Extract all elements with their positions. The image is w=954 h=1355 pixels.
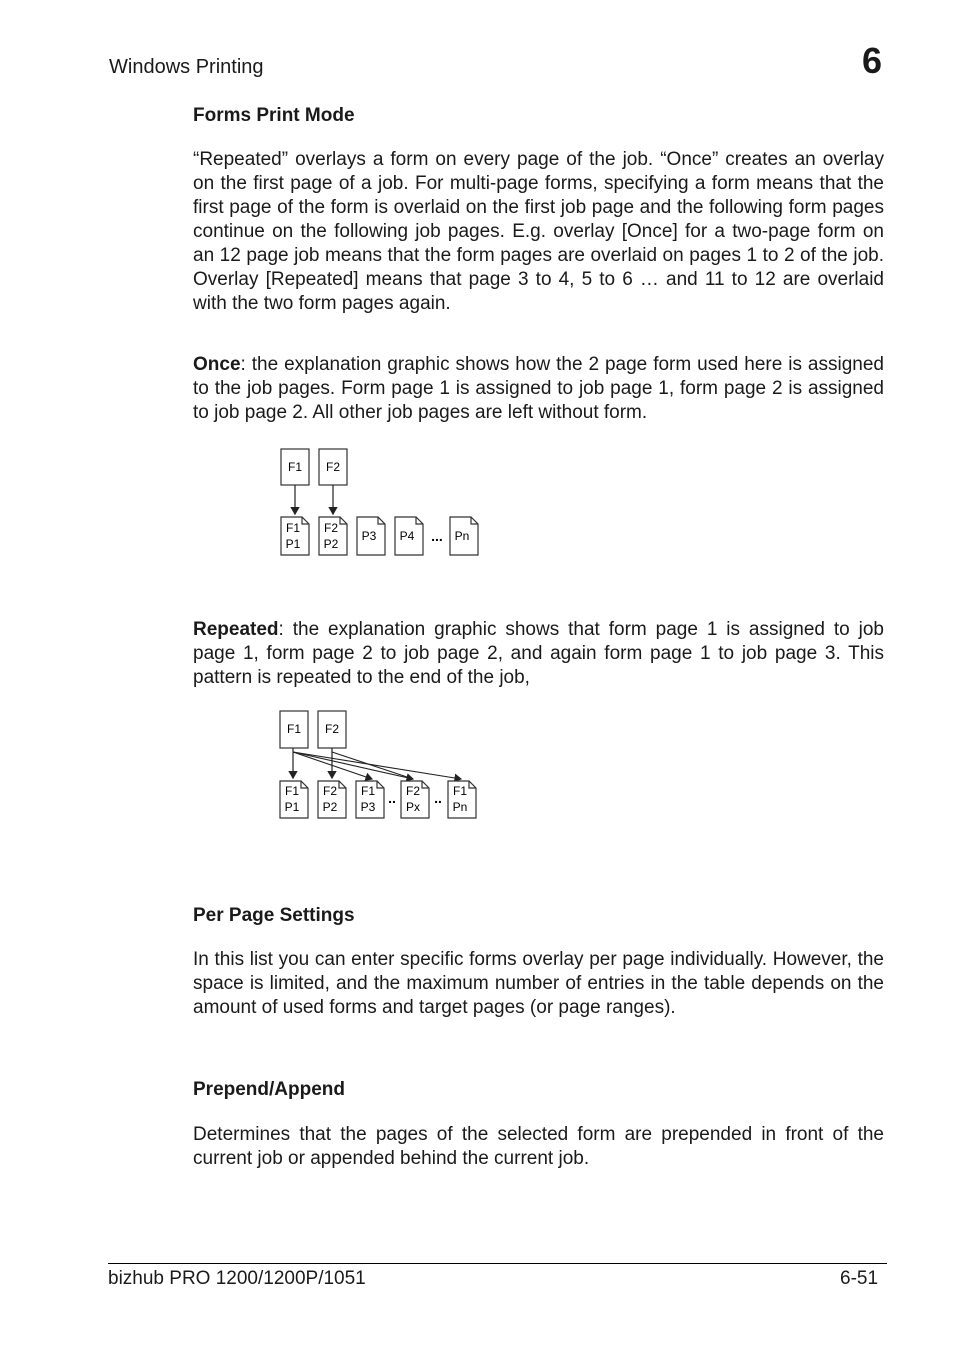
page-line2: Px: [405, 800, 421, 814]
form-label: F2: [325, 460, 341, 474]
page-line1: P3: [361, 529, 377, 543]
page-line1: F1: [285, 521, 301, 535]
diagram-once: [270, 440, 490, 565]
page-line2: P3: [360, 800, 376, 814]
job-page-1: [280, 781, 308, 818]
page-line1: Pn: [454, 529, 470, 543]
page-line2: P2: [323, 537, 339, 551]
job-page-3: [356, 781, 384, 818]
paragraph-per-page-settings: In this list you can enter specific forms overlay per page individually. However, the space is limited, and the maximum number of entries in the table depends on the amount of used forms and target pages (or page ranges).: [193, 949, 884, 1018]
arrow-f1-to-pn: [293, 752, 461, 779]
term-repeated: Repeated: [193, 619, 279, 640]
footer-product-name: bizhub PRO 1200/1200P/1051: [108, 1268, 366, 1289]
arrow-f2-to-px: [293, 752, 413, 779]
paragraph-once: [193, 353, 884, 425]
page-line1: F2: [405, 784, 421, 798]
job-page-3: [357, 517, 385, 555]
ellipsis: ..: [388, 790, 396, 806]
once-description: : the explanation graphic shows how the 2 page form used here is assigned to the job pages. Form page 1 is assigned to job page 1, form page 2 is assigned to job page 2. All other job pages are left without form.: [193, 354, 884, 423]
page-line1: F1: [360, 784, 376, 798]
form-label: F1: [286, 722, 302, 736]
form-label: F1: [287, 460, 303, 474]
job-page-n: [448, 781, 476, 818]
paragraph-prepend-append: Determines that the pages of the selected form are prepended in front of the current job or appended behind the current job.: [193, 1124, 884, 1169]
page-line1: F1: [452, 784, 468, 798]
form-page-f2: [319, 449, 347, 485]
page-line1: P4: [399, 529, 415, 543]
footer-page-number: 6-51: [840, 1268, 879, 1289]
heading-forms-print-mode: Forms Print Mode: [193, 105, 355, 126]
job-page-2: [318, 781, 346, 818]
heading-prepend-append: Prepend/Append: [193, 1079, 346, 1100]
footer-divider: [108, 1263, 887, 1264]
form-page-f2: [318, 711, 346, 748]
page-line1: F2: [323, 521, 339, 535]
running-header: Windows Printing: [109, 56, 264, 78]
page-line1: F2: [322, 784, 338, 798]
form-label: F2: [324, 722, 340, 736]
form-page-f1: [281, 449, 309, 485]
page-line2: P2: [322, 800, 338, 814]
page-line2: Pn: [452, 800, 468, 814]
chapter-number: 6: [862, 40, 883, 81]
diagram-repeated: [270, 702, 490, 827]
repeated-description: : the explanation graphic shows that form page 1 is assigned to job page 1, form page 2 to job page 2, and again form page 1 to job page 3. This pattern is repeated to the end of the job,: [193, 619, 884, 688]
heading-per-page-settings: Per Page Settings: [193, 905, 355, 926]
page-line2: P1: [284, 800, 300, 814]
job-page-2: [319, 517, 347, 555]
paragraph-repeated: [193, 618, 884, 690]
ellipsis: ...: [431, 528, 443, 544]
term-once: Once: [193, 354, 241, 375]
page-line2: P1: [285, 537, 301, 551]
arrow-f2-to-px-2: [332, 752, 413, 779]
job-page-1: [281, 517, 309, 555]
job-page-4: [395, 517, 423, 555]
job-page-n: [450, 517, 478, 555]
job-page-x: [401, 781, 429, 818]
paragraph-forms-print-mode: “Repeated” overlays a form on every page of the job. “Once” creates an overlay on the first page of a job. For multi-page forms, specifying a form means that the first page of the form is overlaid on the first job page and the following form pages continue on the following job pages. E.g. overlay [Once] for a two-page form on an 12 page job means that the form pages are overlaid on pages 1 to 2 of the job. Overlay [Repeated] means that page 3 to 4, 5 to 6 … and 11 to 12 are overlaid with the two form pages again.: [193, 149, 884, 314]
ellipsis: ..: [434, 790, 442, 806]
page-line1: F1: [284, 784, 300, 798]
form-page-f1: [280, 711, 308, 748]
